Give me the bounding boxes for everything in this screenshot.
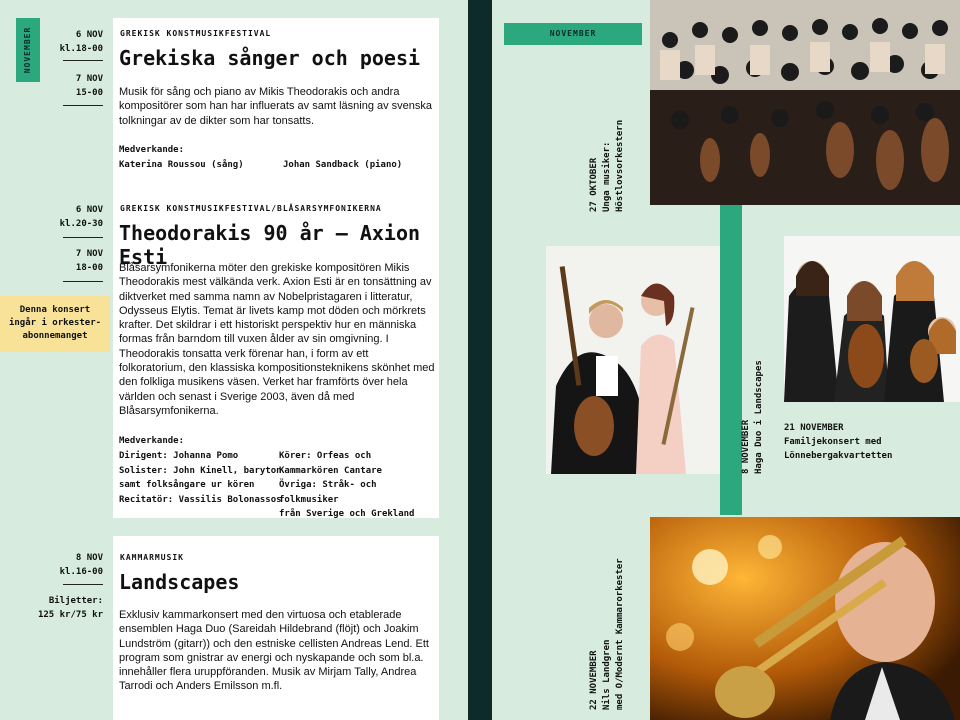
duo-photo <box>546 246 720 474</box>
note-line: abonnemanget <box>22 331 88 341</box>
right-page <box>492 0 960 720</box>
event2-title: Theodorakis 90 år – Axion Esti <box>119 221 421 269</box>
left-page <box>0 0 468 720</box>
cast-line: Övriga: Stråk- och folkmusiker <box>279 480 377 505</box>
event1-category: GREKISK KONSTMUSIKFESTIVAL <box>120 29 272 38</box>
divider <box>63 584 103 585</box>
caption-line: Familjekonsert med <box>784 437 882 447</box>
caption-trombone <box>588 558 627 710</box>
event3-date-time: kl.16-00 <box>59 567 103 577</box>
month-tab <box>16 18 40 82</box>
event2-cast-right <box>279 449 439 522</box>
event1-cast-heading: Medverkande: <box>119 145 185 155</box>
event3-title: Landscapes <box>119 570 240 594</box>
quartet-photo <box>784 236 960 402</box>
divider <box>63 105 103 106</box>
cast-line: Körer: Orfeas och <box>279 451 372 461</box>
event1-cast-left: Katerina Roussou (sång) <box>119 160 244 170</box>
event1-date2 <box>43 72 103 100</box>
event2-body: Blåsarsymfonikerna möter den grekiske kompositören Mikis Theodorakis mest välkända verk. Axion Esti är en tonsättning av diktverket med samma namn av Nobelpristagaren i litteratur, Odysseus Elytis. Temat är livets kamp mot döden och mörkrets krafter. Det skildrar i ett historiskt perspektiv hur en människa formas från barndom till vuxen ålder av sin omgivning. I Theodorakis tonsatta verk förenar han, i form av ett folkoratorium, den klassiska kompositionsteknikens skönhet med den folkliga musikens väsen. Verket har framförts över hela världen och senast i Sverige 2003, även då med Blåsarsymfonikerna. <box>119 262 435 417</box>
event3-date1 <box>43 551 103 579</box>
event-card <box>113 536 439 720</box>
event1-date1-time: kl.18-00 <box>59 44 103 54</box>
event2-date2-time: 18-00 <box>75 263 103 273</box>
divider <box>63 281 103 282</box>
caption-line: Nils Landgren <box>602 639 612 710</box>
caption-line: Lönnebergakvartetten <box>784 451 893 461</box>
subscription-note <box>0 296 110 352</box>
accent-strip <box>720 205 742 515</box>
duo-image <box>546 246 720 474</box>
cast-line: Dirigent: Johanna Pomo <box>119 451 239 461</box>
cast-line: samt folksångare ur kören <box>119 480 255 490</box>
note-line: ingår i orkester- <box>8 318 102 328</box>
cast-line: från Sverige och Grekland <box>279 509 415 519</box>
event1-title: Grekiska sånger och poesi <box>119 46 421 70</box>
event2-date2 <box>43 247 103 275</box>
event1-date2-time: 15-00 <box>75 88 103 98</box>
divider <box>113 536 439 540</box>
event1-body: Musik för sång och piano av Mikis Theodorakis och andra kompositörer som han har influerats av samt läsning av svenska tolkningar av de dikter som har tonsatts. <box>119 86 433 127</box>
divider <box>63 237 103 238</box>
caption-line: Höstlovsorkestern <box>615 119 625 212</box>
cast-line: Kammarkören Cantare <box>279 465 382 476</box>
caption-line: Unga musiker: <box>602 141 612 212</box>
event2-date1-day: 6 NOV <box>75 205 103 215</box>
caption-quartet <box>784 421 892 463</box>
event3-category: KAMMARMUSIK <box>120 553 184 562</box>
orchestra-image <box>650 0 960 205</box>
month-bar: NOVEMBER <box>504 23 642 45</box>
cast-line: Solister: John Kinell, baryton <box>119 465 282 476</box>
trombone-image <box>650 517 960 720</box>
caption-line: med O/Modernt Kammarorkester <box>615 558 625 710</box>
tickets-label: Biljetter: <box>48 596 103 606</box>
event-card <box>113 18 439 518</box>
event1-date1-day: 6 NOV <box>75 30 103 40</box>
event2-category: GREKISK KONSTMUSIKFESTIVAL/BLÅSARSYMFONIKERNA <box>120 204 382 213</box>
caption-date: 21 NOVEMBER <box>784 423 844 433</box>
event2-cast-left <box>119 449 282 507</box>
caption-orchestra <box>588 120 627 212</box>
note-line: Denna konsert <box>19 305 91 315</box>
tickets-price: 125 kr/75 kr <box>37 610 103 620</box>
caption-duo <box>740 360 766 474</box>
page-spine <box>468 0 492 720</box>
event1-date1 <box>43 28 103 56</box>
event2-date2-day: 7 NOV <box>75 249 103 259</box>
quartet-image <box>784 236 960 402</box>
event2-date1-time: kl.20-30 <box>59 219 103 229</box>
event2-date1 <box>43 203 103 231</box>
cast-line: Recitatör: Vassilis Bolonassos <box>119 494 282 505</box>
event1-date2-day: 7 NOV <box>75 74 103 84</box>
event3-date-day: 8 NOV <box>75 553 103 563</box>
month-tab-label: NOVEMBER <box>23 26 32 74</box>
event3-body: Exklusiv kammarkonsert med den virtuosa och etablerade ensemblen Haga Duo (Sareidah Hildebrand (flöjt) och Joakim Lundström (gitarr)) och den estniske cellisten Andreas Lend. Ett program som gnistrar av energi och nyskapande och som bl.a. innehåller flera uruppföranden. Musik av Mirjam Tally, Andrea Tarrodi och Anders Emilsson m.fl. <box>119 609 429 693</box>
event3-tickets <box>13 594 103 622</box>
event1-cast-right: Johan Sandback (piano) <box>283 160 403 170</box>
caption-date: 27 OKTOBER <box>589 157 599 212</box>
divider <box>63 60 103 61</box>
caption-date: 22 NOVEMBER <box>589 650 599 710</box>
trombone-photo <box>650 517 960 720</box>
caption-date: 8 NOVEMBER <box>741 419 751 474</box>
orchestra-photo <box>650 0 960 205</box>
event2-cast-heading: Medverkande: <box>119 436 185 446</box>
caption-line: Haga Duo i Landscapes <box>754 360 764 474</box>
